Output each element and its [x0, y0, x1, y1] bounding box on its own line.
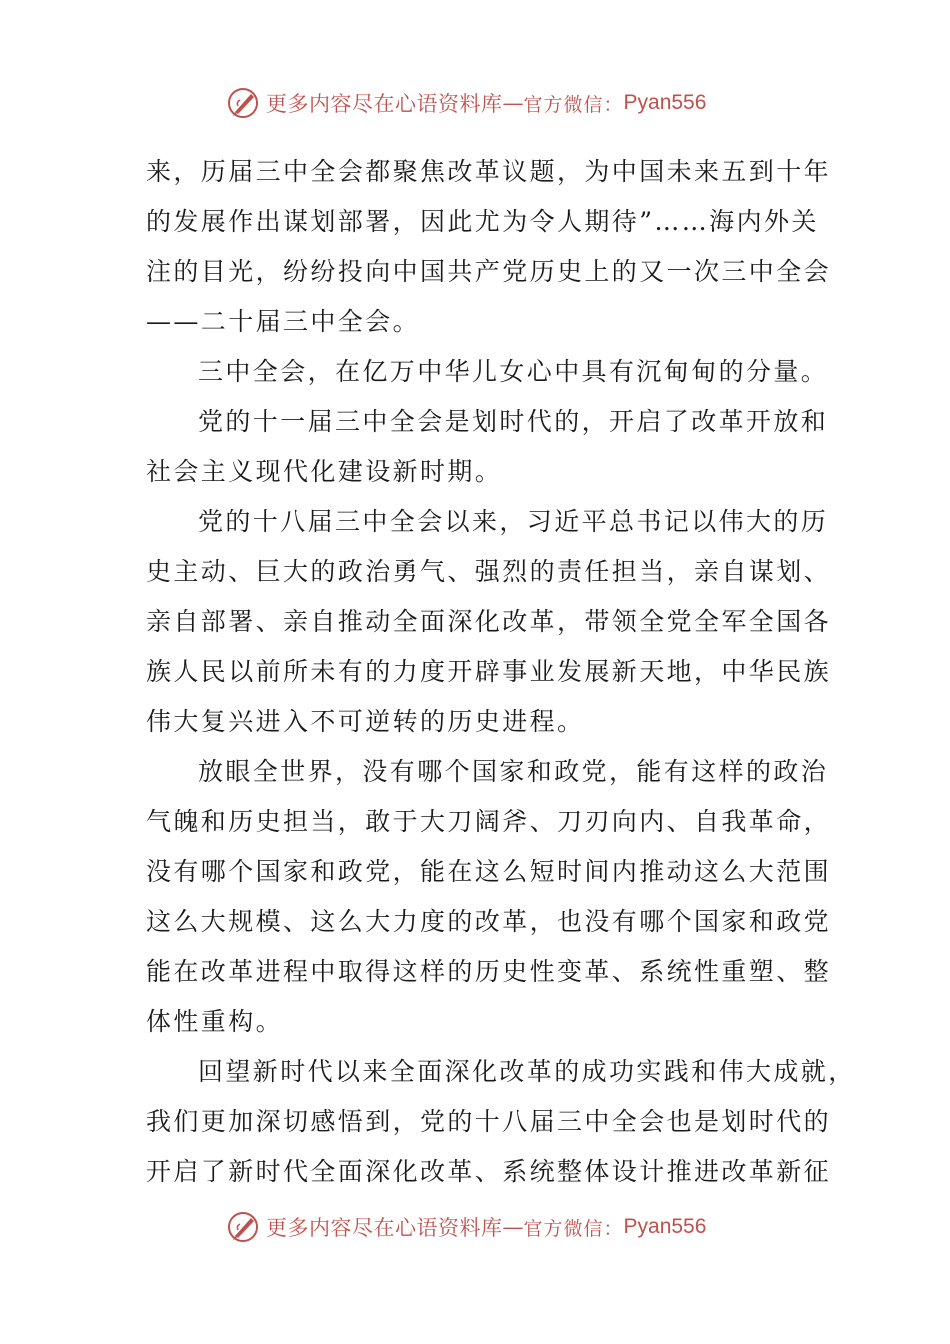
- paragraph: [146, 147, 832, 347]
- paragraph: [146, 1047, 856, 1197]
- text-line: 气魄和历史担当，敢于大刀阔斧、刀刃向内、自我革命，: [146, 807, 832, 836]
- watermark-wechat-id: Pyan556: [623, 91, 707, 114]
- watermark-site-text: 更多内容尽在心语资料库: [266, 92, 503, 116]
- watermark-wechat-id: Pyan556: [623, 1215, 707, 1238]
- text-line: 体性重构。: [146, 1007, 284, 1036]
- text-line: 开启了新时代全面深化改革、系统整体设计推进改革新征: [146, 1157, 832, 1186]
- watermark-dash: —: [502, 91, 524, 115]
- header-watermark: [226, 86, 706, 120]
- watermark-label: 官方微信：: [523, 93, 624, 116]
- text-line: 放眼全世界，没有哪个国家和政党，能有这样的政治: [198, 757, 829, 786]
- text-line: 的发展作出谋划部署，因此尤为令人期待”……海内外关: [146, 207, 819, 236]
- article-body: [146, 147, 856, 1197]
- text-line: 能在改革进程中取得这样的历史性变革、系统性重塑、整: [146, 957, 832, 986]
- paragraph: [146, 747, 832, 1047]
- text-line: 史主动、巨大的政治勇气、强烈的责任担当，亲自谋划、: [146, 557, 832, 586]
- text-line: 社会主义现代化建设新时期。: [146, 457, 503, 486]
- footer-watermark: [226, 1210, 706, 1244]
- text-line: 伟大复兴进入不可逆转的历史进程。: [146, 707, 585, 736]
- text-line: 我们更加深切感悟到，党的十八届三中全会也是划时代的: [146, 1107, 832, 1136]
- watermark-dash: —: [502, 1215, 524, 1239]
- paragraph: [146, 397, 829, 497]
- text-line: 党的十一届三中全会是划时代的，开启了改革开放和: [198, 407, 829, 436]
- text-line: 来，历届三中全会都聚焦改革议题，为中国未来五到十年: [146, 157, 832, 186]
- watermark-label: 官方微信：: [523, 1217, 624, 1240]
- watermark-site-text: 更多内容尽在心语资料库: [266, 1216, 503, 1240]
- pen-logo-icon: [226, 1210, 260, 1244]
- paragraph: [146, 347, 829, 397]
- text-line: 这么大规模、这么大力度的改革，也没有哪个国家和政党: [146, 907, 832, 936]
- text-line: 党的十八届三中全会以来，习近平总书记以伟大的历: [198, 507, 829, 536]
- text-line: 三中全会，在亿万中华儿女心中具有沉甸甸的分量。: [198, 357, 829, 386]
- text-line: 注的目光，纷纷投向中国共产党历史上的又一次三中全会: [146, 257, 832, 286]
- text-line: 没有哪个国家和政党，能在这么短时间内推动这么大范围: [146, 857, 832, 886]
- pen-logo-icon: [226, 86, 260, 120]
- paragraph: [146, 497, 832, 747]
- text-line: 族人民以前所未有的力度开辟事业发展新天地，中华民族: [146, 657, 832, 686]
- text-line: 回望新时代以来全面深化改革的成功实践和伟大成就，: [198, 1057, 856, 1086]
- text-line: 亲自部署、亲自推动全面深化改革，带领全党全军全国各: [146, 607, 832, 636]
- text-line: ——二十届三中全会。: [146, 307, 421, 336]
